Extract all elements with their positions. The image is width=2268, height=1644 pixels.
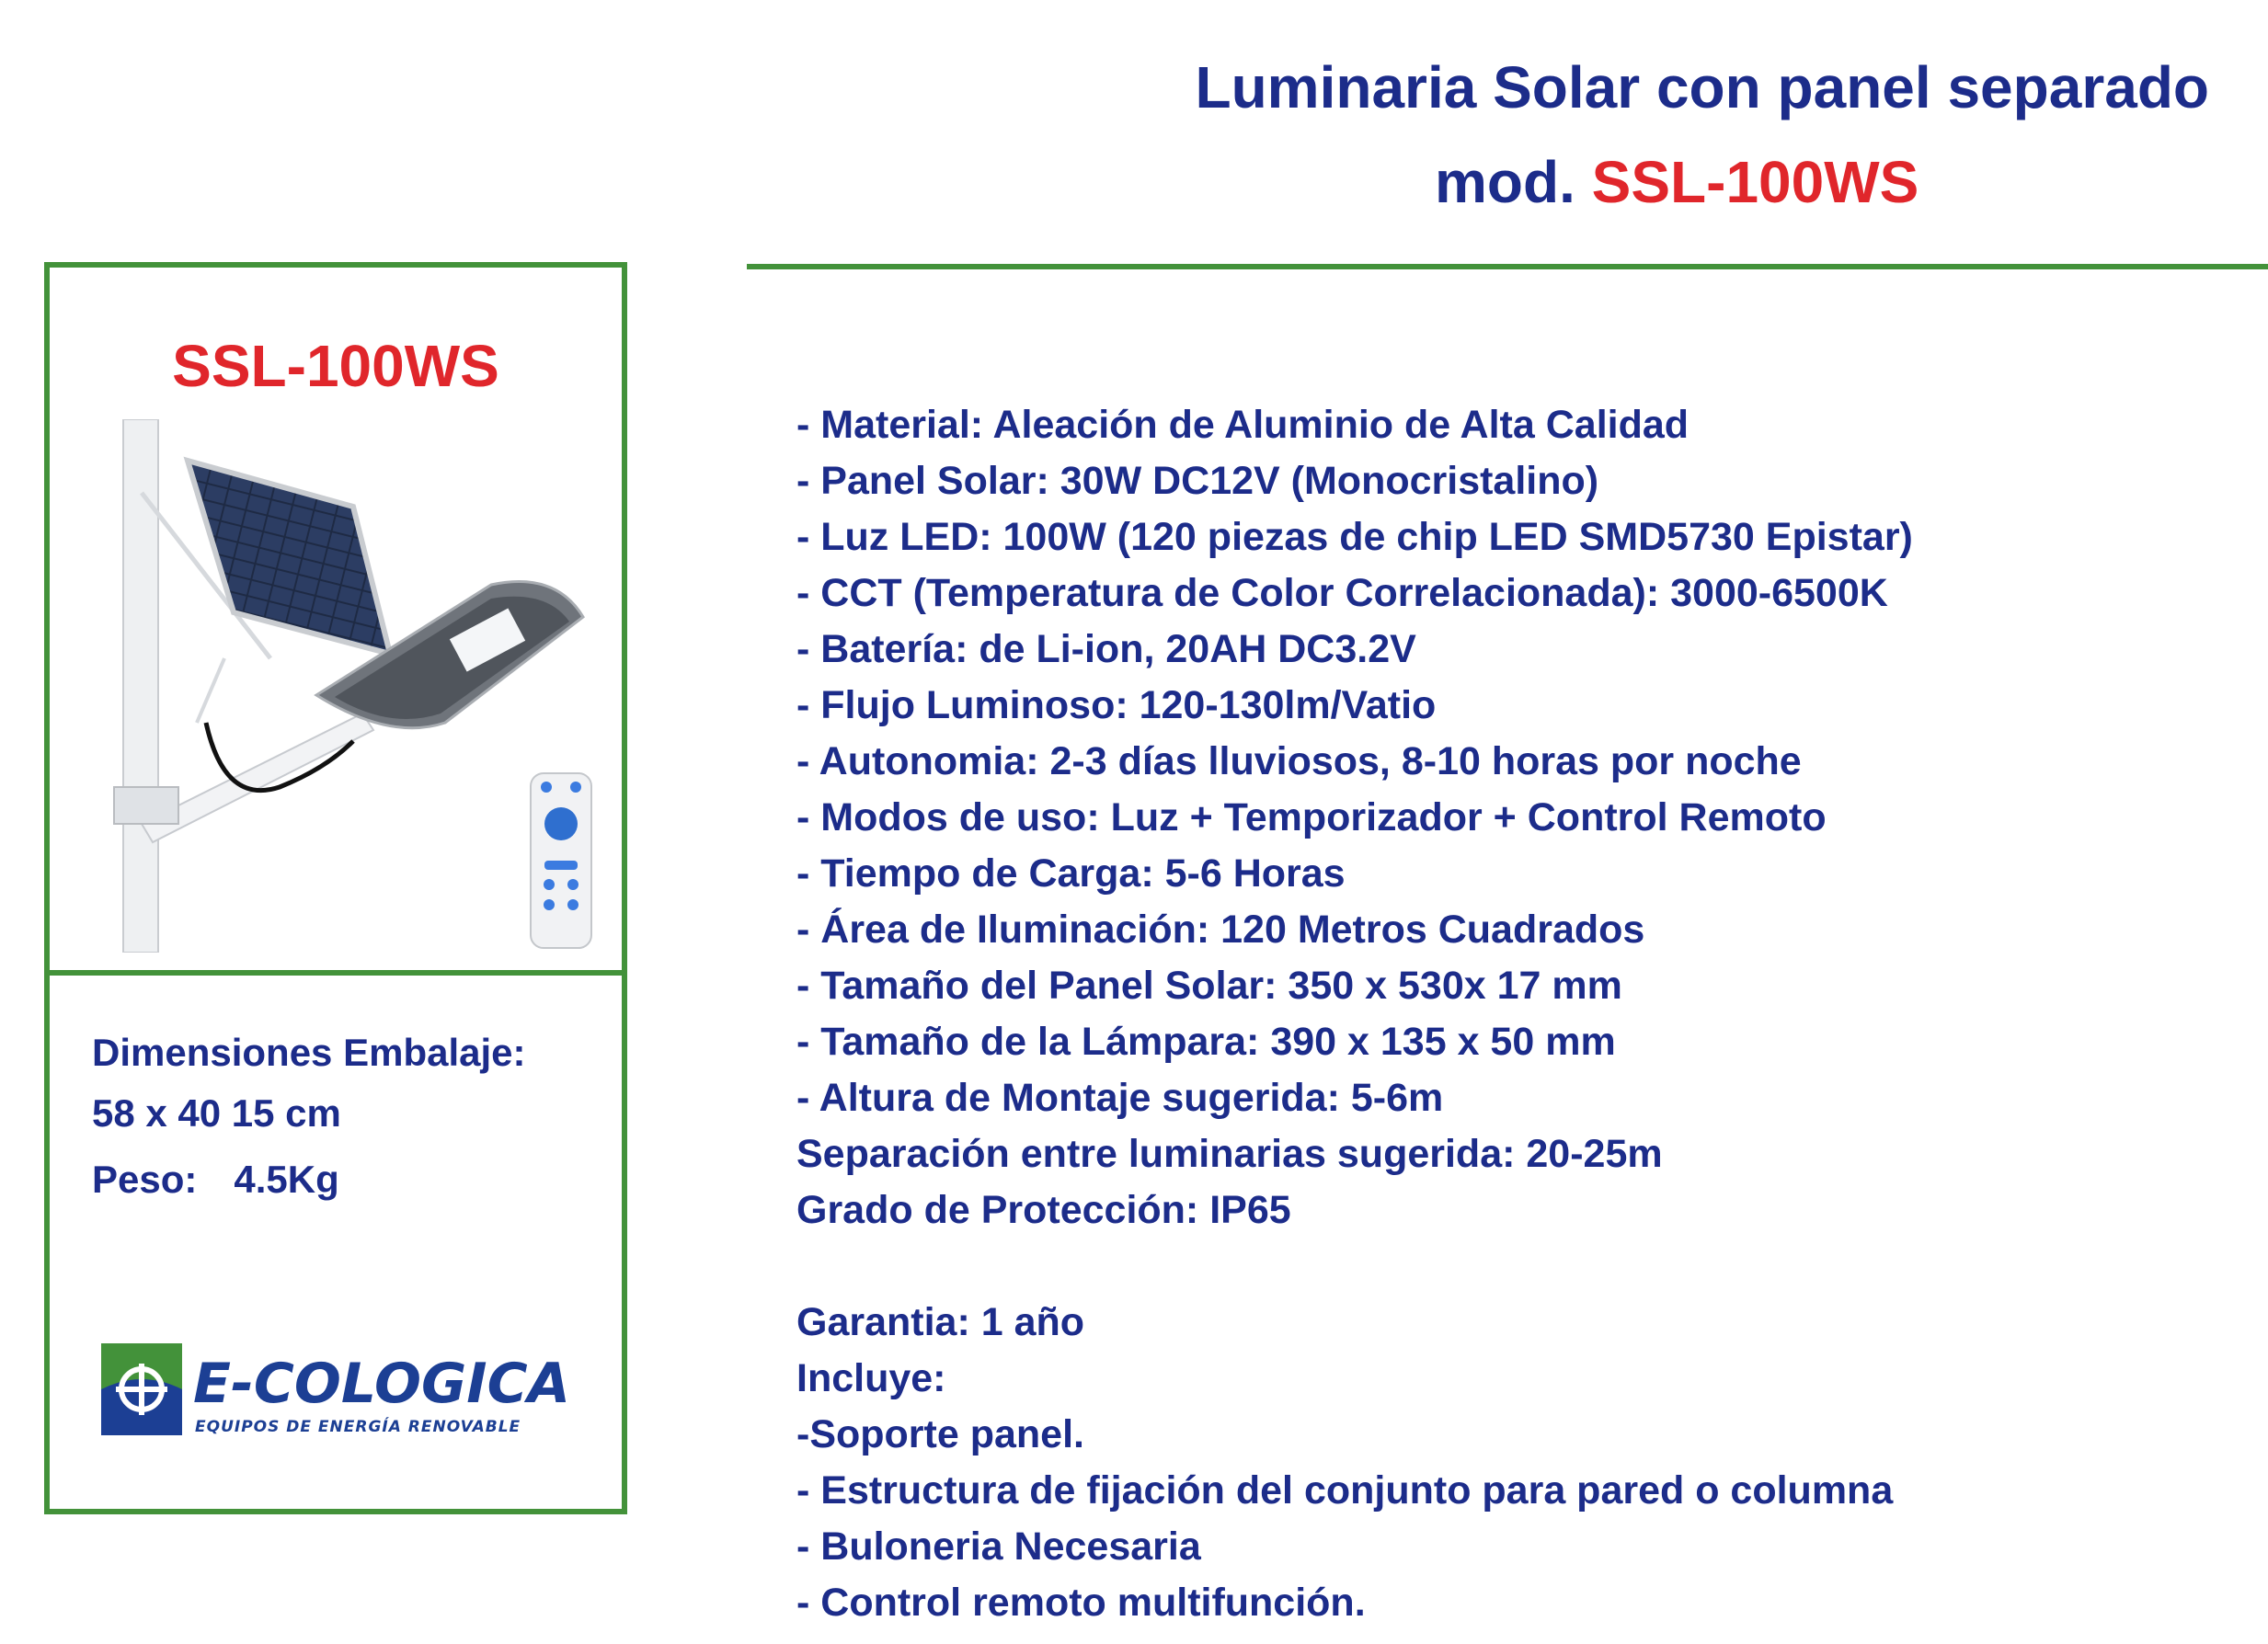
logo-name: E-COLOGICA <box>193 1352 571 1416</box>
spec-item: - Luz LED: 100W (120 piezas de chip LED SMD5730 Epistar) <box>796 515 1913 559</box>
product-card <box>44 262 627 1514</box>
spec-item: - Flujo Luminoso: 120-130lm/Vatio <box>796 683 1437 727</box>
dimensions-value: 58 x 40 15 cm <box>92 1091 341 1135</box>
dimensions-label: Dimensiones Embalaje: <box>92 1031 526 1074</box>
includes-item: - Estructura de fijación del conjunto para pared o columna <box>796 1468 1894 1513</box>
warranty: Garantia: 1 año <box>796 1300 1085 1344</box>
includes-title: Incluye: <box>796 1356 946 1400</box>
spec-item: - Altura de Montaje sugerida: 5-6m <box>796 1076 1444 1120</box>
page-title: Luminaria Solar con panel separado <box>1195 54 2209 120</box>
spacer <box>796 1239 1913 1295</box>
spec-item: - Batería: de Li-ion, 20AH DC3.2V <box>796 627 1416 671</box>
spec-item: - Tamaño de la Lámpara: 390 x 135 x 50 mm <box>796 1020 1616 1064</box>
spec-item: - Tiempo de Carga: 5-6 Horas <box>796 851 1346 896</box>
logo-tagline: EQUIPOS DE ENERGÍA RENOVABLE <box>195 1418 521 1436</box>
spec-item: Separación entre luminarias sugerida: 20-25m <box>796 1132 1663 1176</box>
includes-item: - Control remoto multifunción. <box>796 1581 1366 1625</box>
spec-list <box>796 397 1913 1631</box>
spec-item: Grado de Protección: IP65 <box>796 1188 1291 1232</box>
card-divider <box>50 970 622 976</box>
header-divider <box>747 264 2268 269</box>
spec-item: - Tamaño del Panel Solar: 350 x 530x 17 mm <box>796 964 1622 1008</box>
weight-value: 4.5Kg <box>234 1158 339 1201</box>
model-prefix: mod. <box>1435 149 1575 215</box>
spec-item: - CCT (Temperatura de Color Correlacionada): 3000-6500K <box>796 571 1888 615</box>
includes-item: -Soporte panel. <box>796 1412 1084 1456</box>
weight-label: Peso: <box>92 1158 198 1201</box>
solar-luminaire-image <box>86 419 601 953</box>
spec-item: - Modos de uso: Luz + Temporizador + Control Remoto <box>796 795 1827 839</box>
model-code: SSL-100WS <box>1591 149 1919 215</box>
product-model-label: SSL-100WS <box>172 333 499 399</box>
spec-item: - Autonomia: 2-3 días lluviosos, 8-10 horas por noche <box>796 739 1802 783</box>
model-heading <box>1435 145 1950 219</box>
includes-item: - Buloneria Necesaria <box>796 1524 1201 1569</box>
spec-item: - Área de Iluminación: 120 Metros Cuadrados <box>796 908 1645 952</box>
ecologica-logo <box>101 1341 579 1443</box>
spec-item: - Material: Aleación de Aluminio de Alta Calidad <box>796 403 1690 447</box>
spec-item: - Panel Solar: 30W DC12V (Monocristalino) <box>796 459 1599 503</box>
package-info <box>92 1031 526 1218</box>
weight-row <box>92 1158 526 1202</box>
